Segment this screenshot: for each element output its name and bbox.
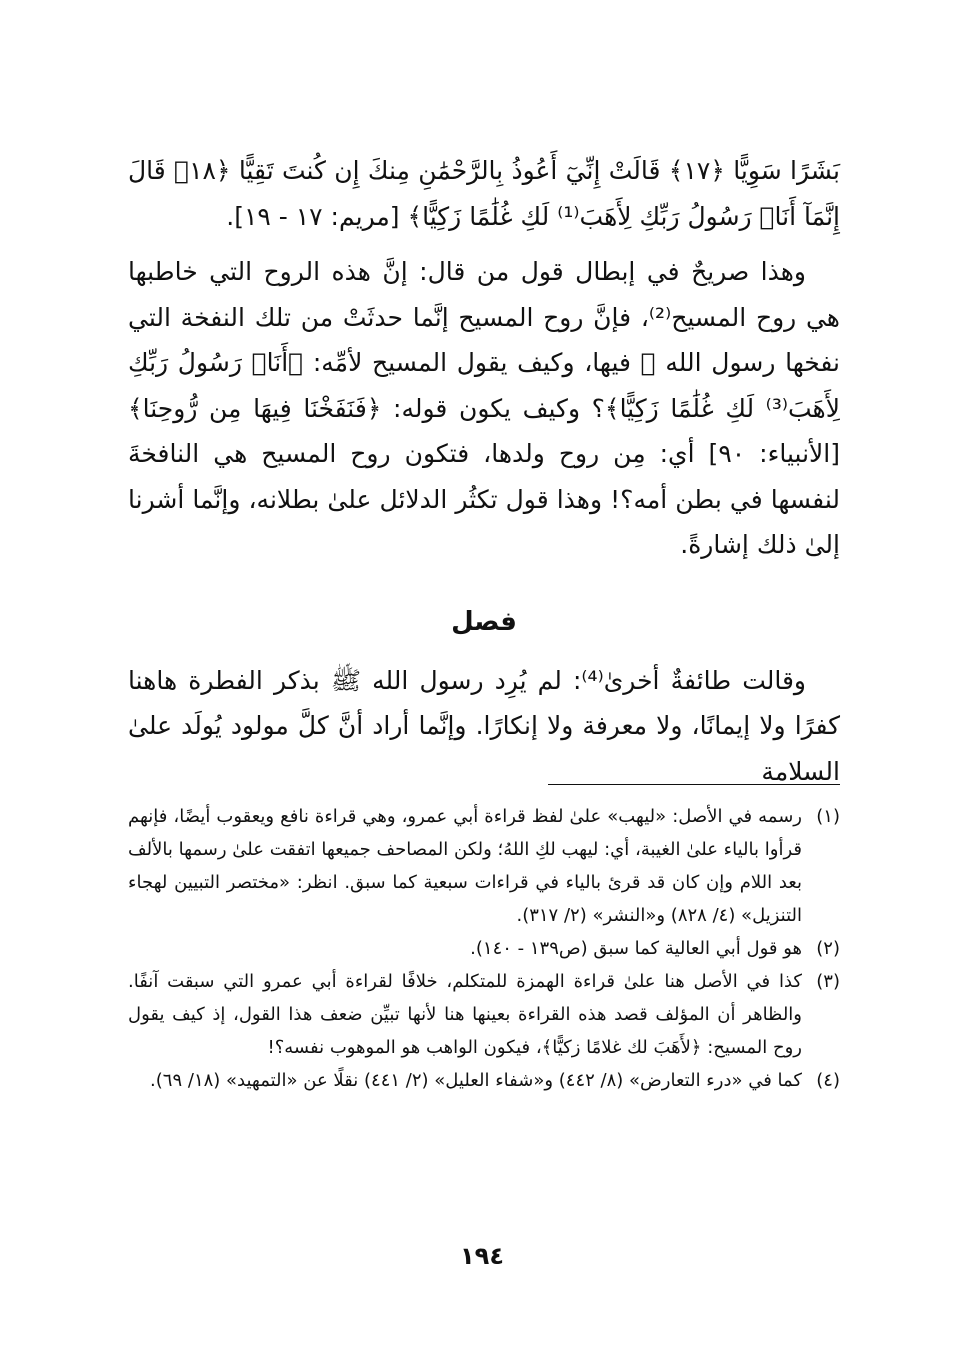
footnote-4 [128, 1064, 840, 1097]
footnote-number: (٢) [816, 938, 840, 959]
section-heading: فصل [451, 606, 517, 637]
footnote-text: كما في «درء التعارض» (٨/ ٤٤٢) و«شفاء العليل» (٢/ ٤٤١) نقلًا عن «التمهيد» (١٨/ ٦٩). [150, 1070, 802, 1091]
footnote-text: هو قول أبي العالية كما سبق (ص١٣٩ - ١٤٠). [470, 938, 802, 959]
quran-verse-top: بَشَرًا سَوِيًّا ﴿١٧﴾ قَالَتْ إِنِّيٓ أَعُوذُ بِالرَّحْمَٰنِ مِنكَ إِن كُنتَ تَقِيًّا ﴿١٨﴾ قَالَ إِنَّمَآ أَنَا۠ رَسُولُ رَبِّكِ لِأَهَبَ⁽¹⁾ لَكِ غُلَٰمًا زَكِيًّا﴾ [مريم: ١٧ - ١٩]. [128, 156, 841, 231]
footnote-3 [128, 965, 840, 1064]
paragraph-1: وهذا صريحٌ في إبطال قول من قال: إنَّ هذه الروح التي خاطبها هي روح المسيح⁽²⁾، فإنَّ روح المسيح إنَّما حدثَتْ من تلك النفخة التي نفخها رسول الله ﷺ فيها، وكيف يقول المسيح لأمِّه: ﴿أَنَا۠ رَسُولُ رَبِّكِ لِأَهَبَ⁽³⁾ لَكِ غُلَٰمًا زَكِيًّا﴾؟ وكيف يكون قوله: ﴿فَنَفَخْنَا فِيهَا مِن رُّوحِنَا﴾ [الأنبياء: ٩٠] أي: مِن روح ولدها، فتكون روح المسيح هي النافخةَ لنفسها في بطن أمه؟! وهذا قول تكثُر الدلائل علىٰ بطلانه، وإنَّما أشرنا إلىٰ ذلك إشارةً. [128, 257, 840, 559]
footnote-separator [548, 784, 840, 785]
footnote-number: (٣) [816, 971, 840, 992]
page-number: ١٩٤ [460, 1242, 504, 1270]
footnote-text: رسمه في الأصل: «ليهب» علىٰ لفظ قراءة أبي عمرو، وهي قراءة نافع ويعقوب أيضًا، فإنهم قرأوا بالياء علىٰ الغيبة، أي: ليهب لكِ اللهُ؛ ولكن المصاحف جميعها اتفقت علىٰ رسمها بالألف بعد اللام وإن كان قد قرئ بالياء في قراءات سبعية كما سبق. انظر: «مختصر التبيين لهجاء التنزيل» (٤/ ٨٢٨) و«النشر» (٢/ ٣١٧). [128, 806, 802, 926]
footnote-1 [128, 800, 840, 932]
footnotes [128, 800, 840, 1097]
footnote-text: كذا في الأصل هنا علىٰ قراءة الهمزة للمتكلم، خلافًا لقراءة أبي عمرو التي سبقت آنفًا. والظاهر أن المؤلف قصد هذه القراءة بعينها هنا لأنها تبيِّن ضعف هذا القول، إذ كيف يقول روح المسيح: ﴿لأَهَبَ لك غلامًا زكيًّا﴾، فيكون الواهب هو الموهوب نفسه؟! [128, 971, 802, 1058]
footnote-number: (٤) [816, 1070, 840, 1091]
main-text [128, 148, 840, 794]
footnote-2 [128, 932, 840, 965]
footnote-number: (١) [816, 806, 840, 827]
paragraph-2: وقالت طائفةٌ أخرىٰ⁽⁴⁾: لم يُرِد رسول الله ﷺ بذكر الفطرة هاهنا كفرًا ولا إيمانًا، ولا معرفة ولا إنكارًا. وإنَّما أراد أنَّ كلَّ مولود يُولَد علىٰ السلامة [128, 665, 840, 786]
